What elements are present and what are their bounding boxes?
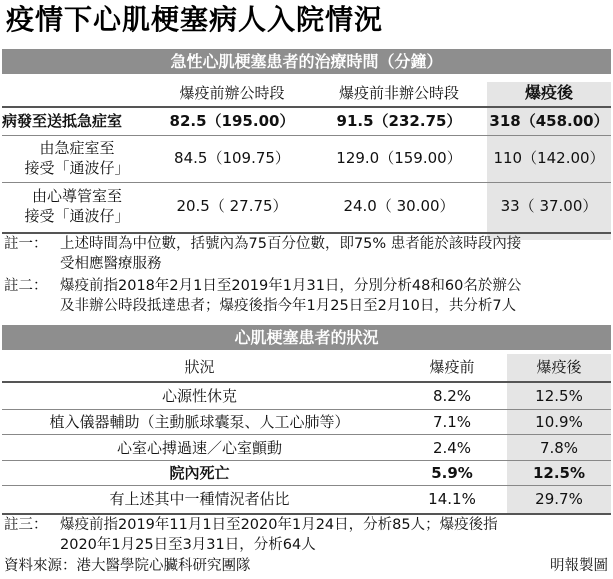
- table1-col-header: 爆疫前辦公時段: [179, 84, 285, 102]
- table2-divider: [2, 434, 611, 435]
- table2-col-header: 爆疫後: [536, 358, 582, 376]
- table2-row-label: 有上述其中一種情況者佔比: [109, 490, 290, 508]
- table2-row-label: 植入儀器輔助（主動脈球囊泵、人工心肺等）: [49, 413, 350, 431]
- source-line: 資料來源：港大醫學院心臟科研究團隊: [4, 558, 251, 574]
- table1-row-label-line: 由急症室至: [39, 139, 115, 157]
- note-text: 爆疫前指2018年2月1日至2019年1月31日，分別分析48和60名於辦公: [60, 278, 522, 294]
- table1-cell: 318（458.00）: [489, 112, 609, 130]
- note-text: 及非辦公時段抵達患者；爆疫後指今年1月25日至2月10日，共分析7人: [60, 298, 517, 314]
- table1-divider: [2, 135, 611, 136]
- table2-cell: 7.1%: [432, 413, 472, 431]
- table2-col-header: 爆疫前: [429, 358, 475, 376]
- table2-row-label: 心源性休克: [161, 387, 237, 405]
- table1-cell: 82.5（195.00）: [169, 112, 295, 130]
- table2-cell: 5.9%: [431, 464, 473, 482]
- table2-col-header: 狀況: [184, 358, 215, 376]
- note-label: 註二：: [4, 278, 48, 294]
- table1-heading: 急性心肌梗塞患者的治療時間（分鐘）: [2, 49, 611, 74]
- table2-cell: 2.4%: [432, 439, 472, 457]
- table2-cell: 7.8%: [539, 439, 579, 457]
- note-text: 上述時間為中位數，括號內為75百分位數，即75% 患者能於該時段內接: [60, 236, 522, 252]
- credit-line: 明報製圖: [550, 558, 608, 574]
- table2-cell: 10.9%: [535, 413, 583, 431]
- table2-cell: 12.5%: [535, 387, 583, 405]
- table2-cell: 29.7%: [535, 490, 583, 508]
- table1-row-label-line: 接受「通波仔」: [24, 159, 130, 177]
- table1-cell: 24.0（ 30.00）: [343, 197, 455, 215]
- table1-cell: 110（142.00）: [493, 149, 605, 167]
- note-label: 註一：: [4, 236, 48, 252]
- table1-cell: 129.0（159.00）: [336, 149, 462, 167]
- table1-row-label-line: 接受「通波仔」: [24, 207, 130, 225]
- table2-divider: [2, 409, 611, 410]
- table1-col-header: 爆疫後: [524, 83, 573, 102]
- table1-col-header: 爆疫前非辦公時段: [338, 84, 459, 102]
- table1-divider: [2, 182, 611, 183]
- table1-row-label: 病發至送抵急症室: [2, 112, 123, 130]
- note-text: 爆疫前指2019年11月1日至2020年1月24日，分析85人；爆疫後指: [60, 517, 498, 533]
- note-2: [4, 276, 610, 316]
- table2-heading: 心肌梗塞患者的狀況: [2, 325, 611, 350]
- note-text: 2020年1月25日至3月31日，分析64人: [60, 537, 316, 553]
- note-label: 註三：: [4, 517, 48, 533]
- table2-row-label: 院內死亡: [169, 464, 230, 482]
- table1-cell: 33（ 37.00）: [500, 197, 598, 215]
- table1-row-label: [2, 186, 152, 226]
- note-text: 受相應醫療服務: [60, 256, 162, 272]
- table2-divider: [2, 485, 611, 486]
- table1-cell: 20.5（ 27.75）: [176, 197, 288, 215]
- table2-divider: [2, 460, 611, 461]
- page-title: 疫情下心肌梗塞病人入院情況: [6, 3, 384, 36]
- table1-row-label: [2, 138, 152, 178]
- table1-cell: 84.5（109.75）: [174, 149, 290, 167]
- table1-row-label-line: 由心導管室至: [31, 187, 122, 205]
- table2-row-label: 心室心搏過速／心室顫動: [116, 439, 282, 457]
- table2-cell: 14.1%: [428, 490, 476, 508]
- table1-cell: 91.5（232.75）: [336, 112, 462, 130]
- note-1: [4, 234, 610, 274]
- table2-cell: 12.5%: [532, 464, 586, 482]
- table2-cell: 8.2%: [432, 387, 472, 405]
- table2-divider: [2, 381, 611, 383]
- table1-divider: [2, 106, 611, 108]
- note-3: [4, 515, 610, 555]
